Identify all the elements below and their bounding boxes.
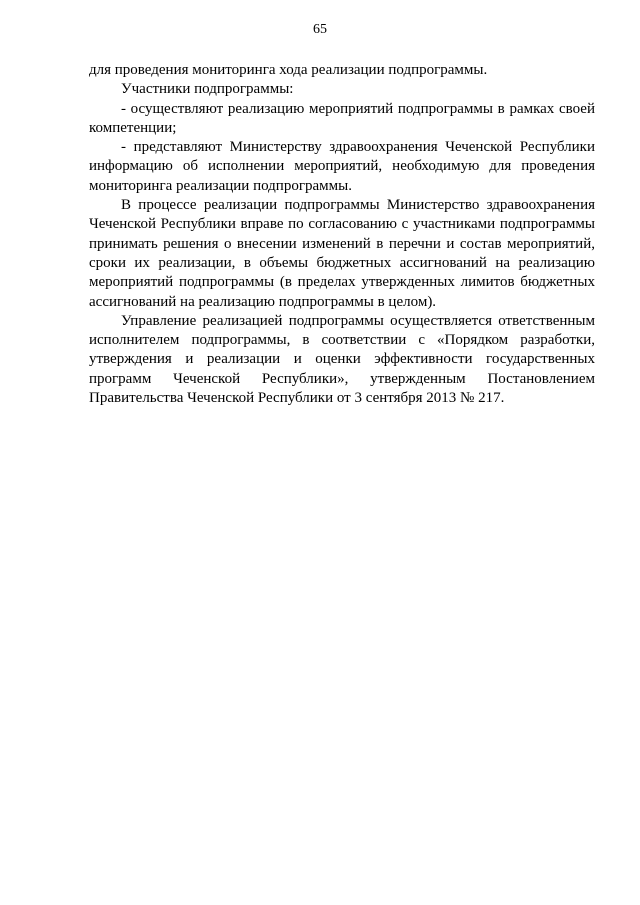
bullet-item-implement: - осуществляют реализацию мероприятий подпрограммы в рамках своей компетенции; [89, 100, 595, 136]
paragraph-participants-heading: Участники подпрограммы: [121, 81, 294, 98]
document-body [89, 61, 595, 408]
bullet-item-report: - представляют Министерству здравоохранения Чеченской Республики информацию об исполнении мероприятий, необходимую для проведения мониторинга реализации подпрограммы. [89, 139, 595, 194]
paragraph-ministry-rights: В процессе реализации подпрограммы Министерство здравоохранения Чеченской Республики вправе по согласованию с участниками подпрограммы принимать решения о внесении изменений в перечни и состав мероприятий, сроки их реализации, в объемы бюджетных ассигнований на реализацию мероприятий подпрограммы (в пределах утвержденных лимитов бюджетных ассигнований на реализацию подпрограммы в целом). [89, 197, 595, 310]
paragraph-management: Управление реализацией подпрограммы осуществляется ответственным исполнителем подпрограммы, в соответствии с «Порядком разработки, утверждения и реализации и оценки эффективности государственных программ Чеченской Республики», утвержденным Постановлением Правительства Чеченской Республики от 3 сентября 2013 № 217. [89, 312, 595, 407]
paragraph-continuation: для проведения мониторинга хода реализации подпрограммы. [89, 62, 488, 78]
page-number: 65 [313, 22, 327, 37]
